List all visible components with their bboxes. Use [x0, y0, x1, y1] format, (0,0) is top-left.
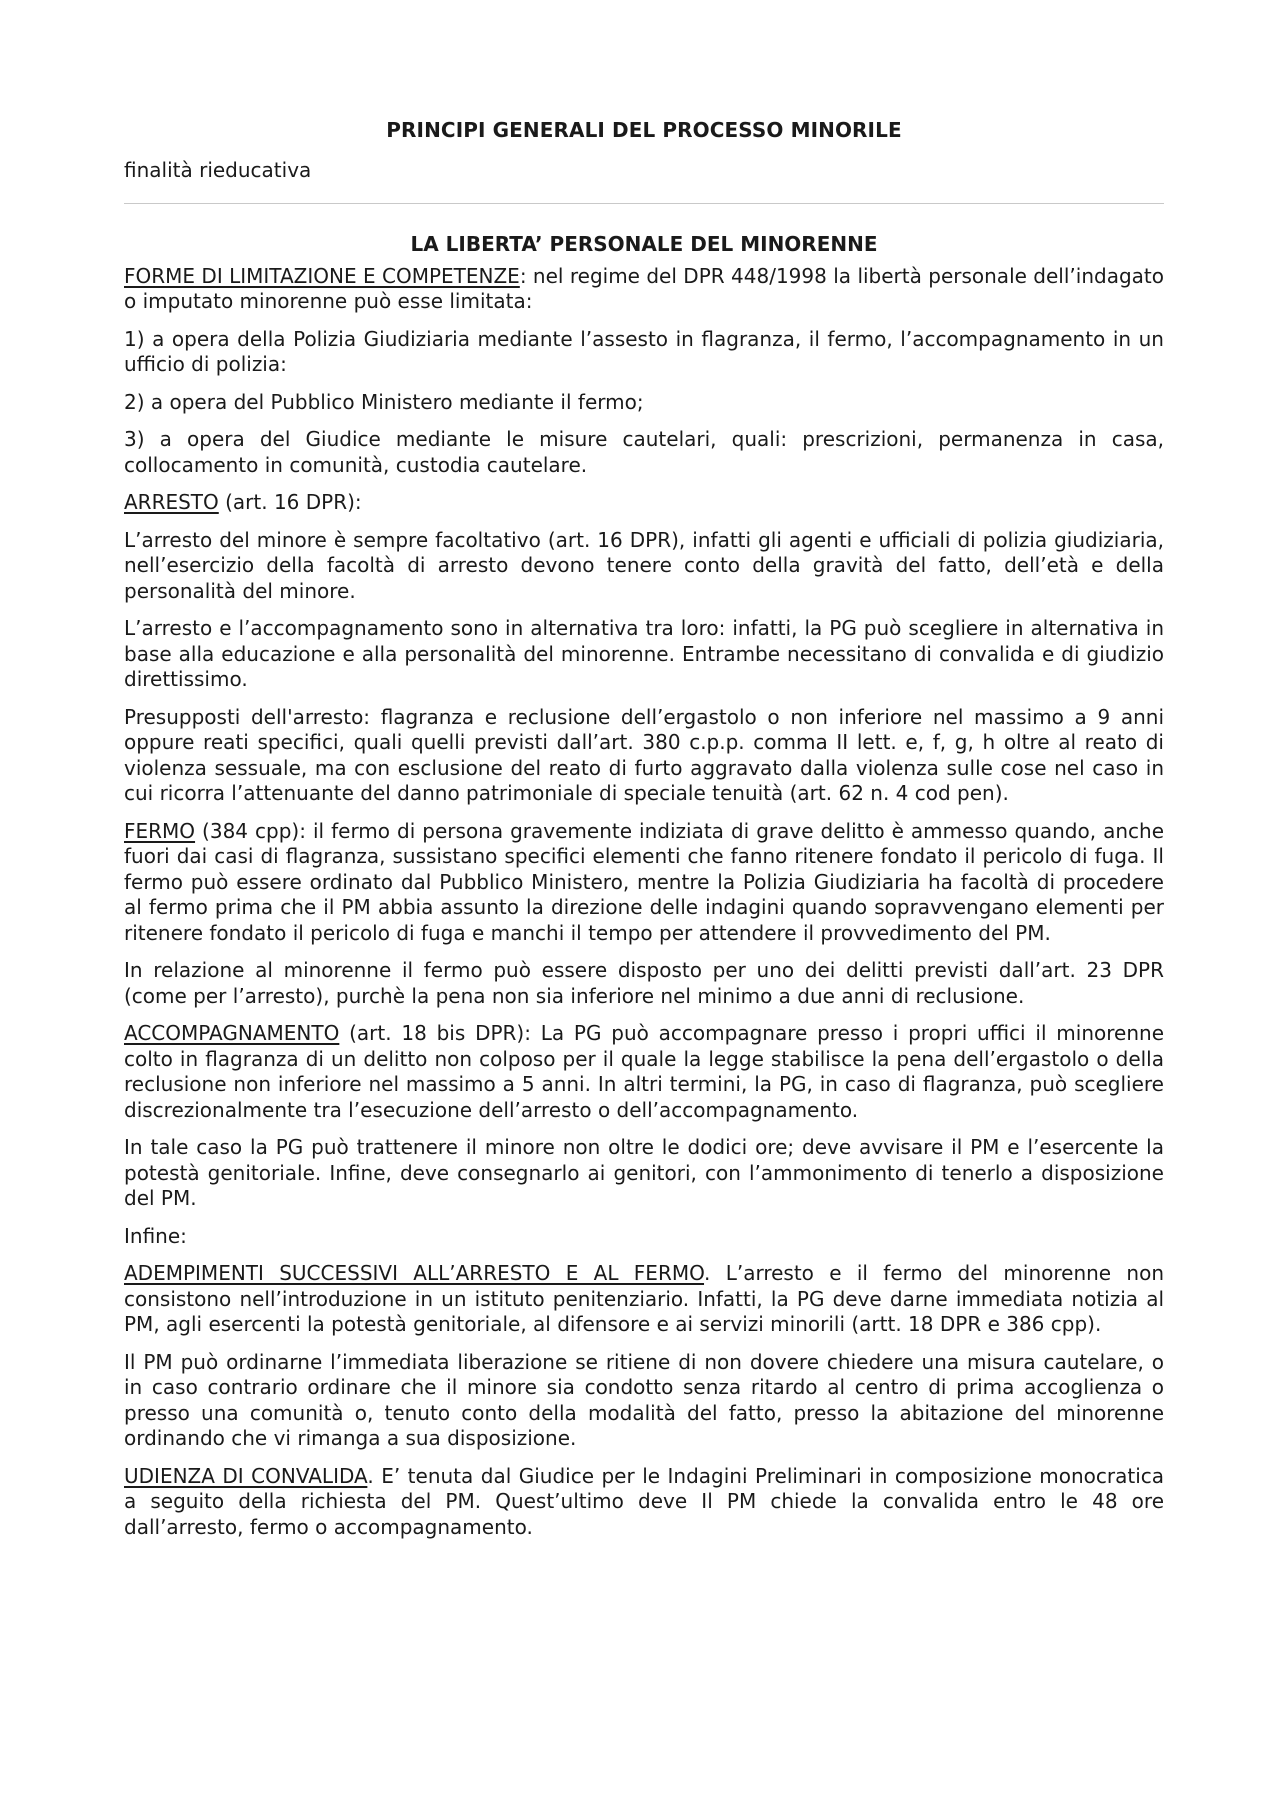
paragraph-trattenere: In tale caso la PG può trattenere il minore non oltre le dodici ore; deve avvisare il PM e l’esercente la potestà genitoriale. Infine, deve consegnarlo ai genitori, con l’ammonimento di tenerlo a disposizione del PM. [124, 1135, 1164, 1210]
text-udienza: . E’ tenuta dal Giudice per le Indagini Preliminari in composizione monocratica a seguito della richiesta del PM. Quest’ultimo deve Il PM chiede la convalida entro le 48 ore dall’arresto, fermo o accompagnamento. [124, 1463, 1165, 1539]
heading-arresto: ARRESTO [124, 490, 219, 514]
document-page [124, 118, 1164, 1552]
paragraph-fermo-minorenne: In relazione al minorenne il fermo può essere disposto per uno dei delitti previsti dall’art. 23 DPR (come per l’arresto), purchè la pena non sia inferiore nel minimo a due anni di reclusione. [124, 958, 1164, 1008]
paragraph-presupposti: Presupposti dell'arresto: flagranza e reclusione dell’ergastolo o non inferiore nel massimo a 9 anni oppure reati specifici, quali quelli previsti dall’art. 380 c.p.p. comma II lett. e, f, g, h oltre al reato di violenza sessuale, ma con esclusione del reato di furto aggravato dalla violenza sulle cose nel caso in cui ricorra l’attenuante del danno patrimoniale di speciale tenuità (art. 62 n. 4 cod pen). [124, 704, 1164, 805]
paragraph-item-1: 1) a opera della Polizia Giudiziaria mediante l’assesto in flagranza, il fermo, l’accompagnamento in un ufficio di polizia: [124, 326, 1164, 376]
heading-fermo: FERMO [124, 818, 196, 843]
text-accompagnamento: (art. 18 bis DPR): La PG può accompagnare presso i propri uffici il minorenne colto in flagranza di un delitto non colposo per il quale la legge stabilisce la pena dell’ergastolo o della reclusione non inferiore nel massimo a 5 anni. In altri termini, la PG, in caso di flagranza, può scegliere discrezionalmente tra l’esecuzione dell’arresto o dell’accompagnamento. [124, 1021, 1164, 1122]
paragraph-accompagnamento [124, 1021, 1164, 1123]
heading-accompagnamento: ACCOMPAGNAMENTO [124, 1021, 340, 1045]
text-adempimenti: . L’arresto e il fermo del minorenne non consistono nell’introduzione in un istituto penitenziario. Infatti, la PG deve darne immediata notizia al PM, agli esercenti la potestà genitoriale, al difensore e ai servizi minorili (artt. 18 DPR e 386 cpp). [124, 1261, 1165, 1336]
text-fermo: (384 cpp): il fermo di persona gravemente indiziata di grave delitto è ammesso quando, anche fuori dai casi di flagranza, sussistano specifici elementi che fanno ritenere fondato il pericolo di fuga. Il fermo può essere ordinato dal Pubblico Ministero, mentre la Polizia Giudiziaria ha facoltà di procedere al fermo prima che il PM abbia assunto la direzione delle indagini quando sopravvengano elementi per ritenere fondato il pericolo di fuga e manchi il tempo per attendere il provvedimento del PM. [124, 818, 1164, 945]
document-subtitle: finalità rieducativa [124, 157, 312, 182]
document-title: PRINCIPI GENERALI DEL PROCESSO MINORILE [386, 118, 902, 142]
paragraph-arresto-heading [124, 490, 1164, 516]
paragraph-infine: Infine: [124, 1223, 187, 1248]
heading-adempimenti: ADEMPIMENTI SUCCESSIVI ALL’ARRESTO E AL FERMO [124, 1261, 705, 1285]
section-title: LA LIBERTA’ PERSONALE DEL MINORENNE [410, 232, 878, 256]
paragraph-arresto-alternativa: L’arresto e l’accompagnamento sono in alternativa tra loro: infatti, la PG può scegliere in alternativa in base alla educazione e alla personalità del minorenne. Entrambe necessitano di convalida e di giudizio direttissimo. [124, 616, 1164, 691]
paragraph-udienza [124, 1464, 1164, 1541]
section-divider [124, 203, 1164, 204]
text-arresto-ref: (art. 16 DPR): [218, 490, 362, 514]
paragraph-arresto-facoltativo: L’arresto del minore è sempre facoltativo (art. 16 DPR), infatti gli agenti e ufficiali di polizia giudiziaria, nell’esercizio della facoltà di arresto devono tenere conto della gravità del fatto, dell’età e della personalità del minore. [124, 527, 1164, 603]
paragraph-item-2: 2) a opera del Pubblico Ministero mediante il fermo; [124, 389, 644, 414]
heading-udienza: UDIENZA DI CONVALIDA [124, 1463, 368, 1488]
heading-forme: FORME DI LIMITAZIONE E COMPETENZE [124, 263, 520, 288]
paragraph-item-3: 3) a opera del Giudice mediante le misure cautelari, quali: prescrizioni, permanenza in casa, collocamento in comunità, custodia cautelare. [124, 427, 1164, 477]
paragraph-forme [124, 264, 1164, 315]
paragraph-fermo [124, 819, 1164, 947]
paragraph-adempimenti [124, 1261, 1164, 1338]
text-forme: : nel regime del DPR 448/1998 la libertà personale dell’indagato o imputato minorenne può esse limitata: [124, 263, 1164, 313]
paragraph-liberazione: Il PM può ordinarne l’immediata liberazione se ritiene di non dovere chiedere una misura cautelare, o in caso contrario ordinare che il minore sia condotto senza ritardo al centro di prima accoglienza o presso una comunità o, tenuto conto della modalità del fatto, presso la abitazione del minorenne ordinando che vi rimanga a sua disposizione. [124, 1349, 1164, 1450]
